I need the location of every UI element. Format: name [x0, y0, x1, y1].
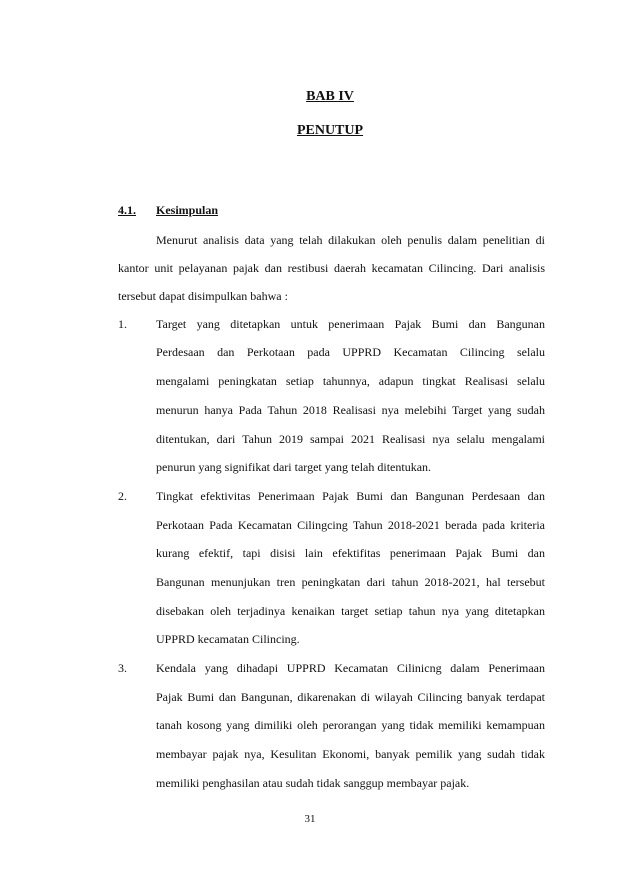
list-item-line: Kendala yang dihadapi UPPRD Kecamatan Cilinicng dalam Penerimaan: [156, 661, 545, 675]
section-title: Kesimpulan: [156, 203, 219, 217]
list-item-line: ditentukan, dari Tahun 2019 sampai 2021 Realisasi nya selalu mengalami: [156, 432, 545, 446]
list-item-line: menurun hanya Pada Tahun 2018 Realisasi nya melebihi Target yang sudah: [156, 403, 545, 417]
list-item-line: tanah kosong yang dimiliki oleh perorangan yang tidak memiliki kemampuan: [156, 718, 545, 732]
chapter-number: BAB IV: [306, 89, 354, 104]
page-number: 31: [304, 813, 316, 825]
intro-line-1: Menurut analisis data yang telah dilakukan oleh penulis dalam penelitian di: [156, 233, 545, 247]
list-item-line: Pajak Bumi dan Bangunan, dikarenakan di wilayah Cilincing banyak terdapat: [156, 690, 545, 704]
list-item-line: disebakan oleh terjadinya kenaikan target setiap tahun nya yang ditetapkan: [156, 604, 545, 618]
list-item-line: membayar pajak nya, Kesulitan Ekonomi, banyak pemilik yang sudah tidak: [156, 747, 545, 761]
intro-line-3: tersebut dapat disimpulkan bahwa :: [118, 289, 288, 303]
list-item-line: Bangunan menunjukan tren peningkatan dari tahun 2018-2021, hal tersebut: [156, 575, 545, 589]
list-item-line: kurang efektif, tapi disisi lain efektifitas penerimaan Pajak Bumi dan: [156, 546, 545, 560]
list-item-line: UPPRD kecamatan Cilincing.: [156, 632, 300, 646]
list-item-line: Tingkat efektivitas Penerimaan Pajak Bumi dan Bangunan Perdesaan dan: [156, 489, 545, 503]
list-item-line: Perdesaan dan Perkotaan pada UPPRD Kecamatan Cilincing selalu: [156, 345, 545, 359]
chapter-title: PENUTUP: [296, 123, 364, 138]
list-item-number: 1.: [118, 317, 127, 331]
list-item-line: Target yang ditetapkan untuk penerimaan Pajak Bumi dan Bangunan: [156, 317, 545, 331]
list-item-line: Perkotaan Pada Kecamatan Cilingcing Tahun 2018-2021 berada pada kriteria: [156, 518, 545, 532]
list-item-number: 3.: [118, 661, 127, 675]
section-number: 4.1.: [118, 203, 136, 217]
list-item-line: mengalami peningkatan setiap tahunnya, adapun tingkat Realisasi selalu: [156, 374, 545, 388]
list-item-number: 2.: [118, 489, 127, 503]
list-item-line: memiliki penghasilan atau sudah tidak sanggup membayar pajak.: [156, 776, 470, 790]
list-item-line: penurun yang signifikat dari target yang telah ditentukan.: [156, 460, 432, 474]
intro-line-2: kantor unit pelayanan pajak dan restibusi daerah kecamatan Cilincing. Dari analisis: [118, 261, 545, 275]
